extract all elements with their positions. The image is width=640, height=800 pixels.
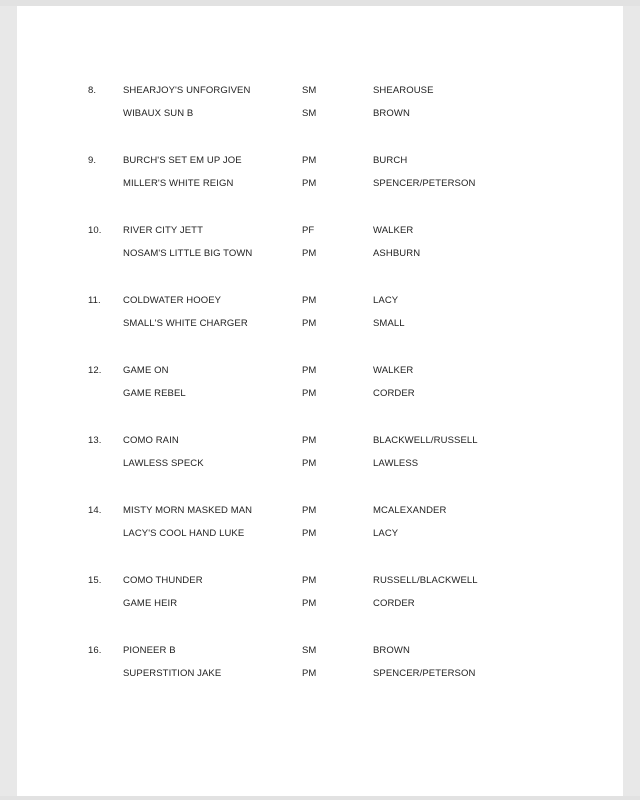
entry-number: 10. — [88, 225, 102, 236]
entry-row — [17, 247, 623, 261]
horse-name: COMO THUNDER — [123, 575, 203, 586]
horse-class: PM — [302, 248, 317, 259]
horse-name: GAME REBEL — [123, 388, 186, 399]
horse-name: SMALL'S WHITE CHARGER — [123, 318, 248, 329]
entry-row — [17, 504, 623, 518]
horse-name: COLDWATER HOOEY — [123, 295, 222, 306]
horse-name: SHEARJOY'S UNFORGIVEN — [123, 85, 251, 96]
horse-class: SM — [302, 645, 317, 656]
entry-row — [17, 294, 623, 308]
brace-entry — [17, 644, 623, 694]
entry-number: 9. — [88, 155, 97, 166]
owner-name: BROWN — [373, 108, 410, 119]
entry-row — [17, 387, 623, 401]
brace-entry — [17, 434, 623, 484]
entry-row — [17, 434, 623, 448]
horse-class: PM — [302, 458, 317, 469]
owner-name: ASHBURN — [373, 248, 421, 259]
horse-class: PM — [302, 178, 317, 189]
owner-name: LACY — [373, 295, 399, 306]
horse-class: PM — [302, 575, 317, 586]
entry-row — [17, 644, 623, 658]
horse-class: PM — [302, 388, 317, 399]
entry-row — [17, 527, 623, 541]
horse-class: PM — [302, 155, 317, 166]
horse-class: PM — [302, 505, 317, 516]
horse-class: PM — [302, 365, 317, 376]
entry-row — [17, 364, 623, 378]
entry-row — [17, 667, 623, 681]
horse-name: SUPERSTITION JAKE — [123, 668, 222, 679]
owner-name: SPENCER/PETERSON — [373, 178, 476, 189]
horse-name: GAME ON — [123, 365, 169, 376]
entry-row — [17, 177, 623, 191]
owner-name: SPENCER/PETERSON — [373, 668, 476, 679]
owner-name: SMALL — [373, 318, 405, 329]
horse-class: SM — [302, 85, 317, 96]
horse-name: MISTY MORN MASKED MAN — [123, 505, 253, 516]
document-page — [17, 6, 623, 796]
brace-entry — [17, 154, 623, 204]
horse-name: COMO RAIN — [123, 435, 179, 446]
entry-row — [17, 84, 623, 98]
horse-name: RIVER CITY JETT — [123, 225, 203, 236]
entry-row — [17, 457, 623, 471]
owner-name: WALKER — [373, 225, 414, 236]
horse-class: PM — [302, 668, 317, 679]
entry-number: 14. — [88, 505, 102, 516]
owner-name: CORDER — [373, 598, 415, 609]
owner-name: CORDER — [373, 388, 415, 399]
entry-row — [17, 224, 623, 238]
brace-entry — [17, 574, 623, 624]
horse-name: NOSAM'S LITTLE BIG TOWN — [123, 248, 253, 259]
horse-name: BURCH'S SET EM UP JOE — [123, 155, 242, 166]
entry-number: 8. — [88, 85, 97, 96]
horse-class: PM — [302, 528, 317, 539]
horse-name: LACY'S COOL HAND LUKE — [123, 528, 245, 539]
brace-entry — [17, 504, 623, 554]
entry-number: 16. — [88, 645, 102, 656]
owner-name: LAWLESS — [373, 458, 419, 469]
brace-entry — [17, 294, 623, 344]
horse-name: GAME HEIR — [123, 598, 178, 609]
brace-entry — [17, 224, 623, 274]
owner-name: RUSSELL/BLACKWELL — [373, 575, 478, 586]
horse-class: PM — [302, 435, 317, 446]
entry-number: 12. — [88, 365, 102, 376]
bottom-margin-bar — [0, 796, 640, 800]
horse-name: LAWLESS SPECK — [123, 458, 204, 469]
horse-name: PIONEER B — [123, 645, 176, 656]
entry-number: 13. — [88, 435, 102, 446]
entry-number: 11. — [88, 295, 101, 306]
horse-class: PM — [302, 318, 317, 329]
owner-name: BLACKWELL/RUSSELL — [373, 435, 478, 446]
horse-class: PM — [302, 598, 317, 609]
horse-name: WIBAUX SUN B — [123, 108, 194, 119]
entry-row — [17, 107, 623, 121]
horse-class: PM — [302, 295, 317, 306]
entry-row — [17, 154, 623, 168]
entry-row — [17, 574, 623, 588]
entry-row — [17, 597, 623, 611]
owner-name: BROWN — [373, 645, 410, 656]
owner-name: LACY — [373, 528, 399, 539]
brace-entry — [17, 84, 623, 134]
owner-name: BURCH — [373, 155, 408, 166]
owner-name: MCALEXANDER — [373, 505, 447, 516]
entry-number: 15. — [88, 575, 102, 586]
entry-row — [17, 317, 623, 331]
horse-class: SM — [302, 108, 317, 119]
owner-name: WALKER — [373, 365, 414, 376]
owner-name: SHEAROUSE — [373, 85, 434, 96]
brace-entry — [17, 364, 623, 414]
horse-class: PF — [302, 225, 315, 236]
horse-name: MILLER'S WHITE REIGN — [123, 178, 234, 189]
